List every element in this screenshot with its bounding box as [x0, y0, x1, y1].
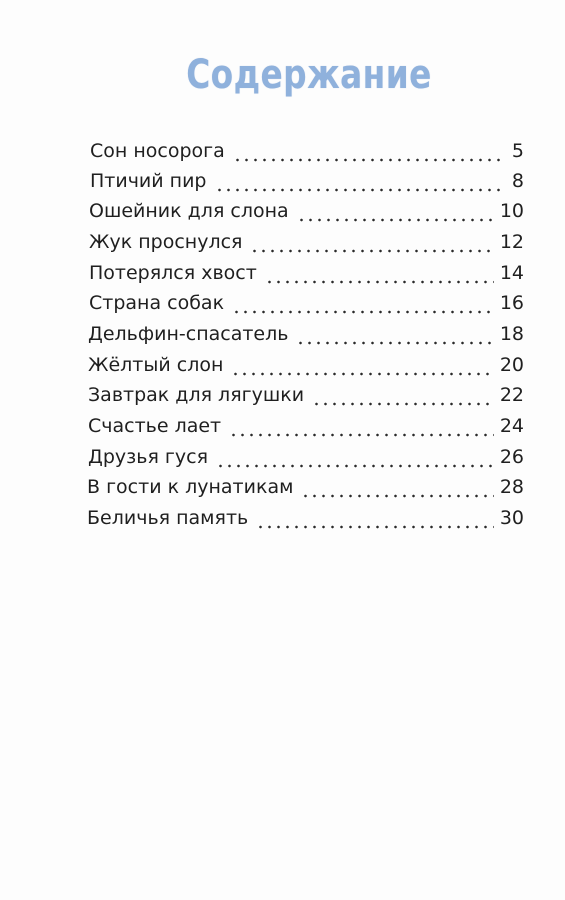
dot-leader: [233, 136, 506, 166]
dot-leader: [296, 319, 493, 349]
toc-entry-title: Завтрак для лягушки: [88, 384, 305, 406]
toc-entry: [87, 472, 524, 502]
toc-entry-page: 18: [499, 323, 524, 345]
toc-entry: [88, 411, 524, 441]
toc-entry-page: 30: [499, 507, 524, 529]
toc-entry-page: 28: [499, 476, 524, 498]
toc-entry: [88, 442, 524, 472]
toc-entry-title: Дельфин-спасатель: [88, 323, 289, 345]
toc-entry-page: 8: [511, 170, 524, 192]
toc-entry-page: 22: [499, 384, 524, 406]
toc-entry-page: 10: [499, 200, 524, 222]
dot-leader: [256, 503, 494, 533]
toc-entry: [87, 503, 524, 533]
dot-leader: [215, 166, 506, 196]
dot-leader: [297, 196, 494, 226]
toc-entry: [89, 227, 524, 257]
toc-entry-page: 5: [511, 140, 524, 162]
toc-entry-title: Друзья гуся: [88, 446, 209, 468]
toc-entry-page: 26: [499, 446, 524, 468]
toc-entry-title: Сон носорога: [90, 140, 225, 162]
toc-entry-title: В гости к лунатикам: [87, 476, 294, 498]
dot-leader: [265, 258, 494, 288]
toc-entry: [88, 350, 524, 380]
toc-entry: [88, 380, 524, 410]
toc-entry-page: 20: [499, 354, 524, 376]
toc-entry: [89, 288, 524, 318]
toc-entry-title: Счастье лает: [88, 415, 222, 437]
toc-entry-title: Жёлтый слон: [88, 354, 224, 376]
toc-entry-title: Птичий пир: [90, 170, 207, 192]
toc-entry: [88, 319, 524, 349]
toc-entry-page: 16: [499, 292, 524, 314]
toc-entry-title: Страна собак: [89, 292, 225, 314]
dot-leader: [301, 472, 493, 502]
toc-entry-title: Ошейник для слона: [89, 200, 289, 222]
dot-leader: [216, 442, 494, 472]
dot-leader: [231, 350, 493, 380]
toc-entry: [89, 258, 524, 288]
dot-leader: [312, 380, 494, 410]
dot-leader: [250, 227, 493, 257]
dot-leader: [232, 288, 494, 318]
toc-heading: Содержание: [186, 52, 432, 98]
toc-entry-page: 12: [499, 231, 524, 253]
dot-leader: [229, 411, 494, 441]
toc-entry-title: Потерялся хвост: [89, 262, 257, 284]
toc-entry: [90, 166, 524, 196]
toc-entry-title: Жук проснулся: [89, 231, 243, 253]
toc-entry-page: 14: [499, 262, 524, 284]
toc-entry-page: 24: [499, 415, 524, 437]
toc-entry: [89, 196, 524, 226]
toc-entry: [90, 136, 524, 166]
toc-entry-title: Беличья память: [87, 507, 249, 529]
